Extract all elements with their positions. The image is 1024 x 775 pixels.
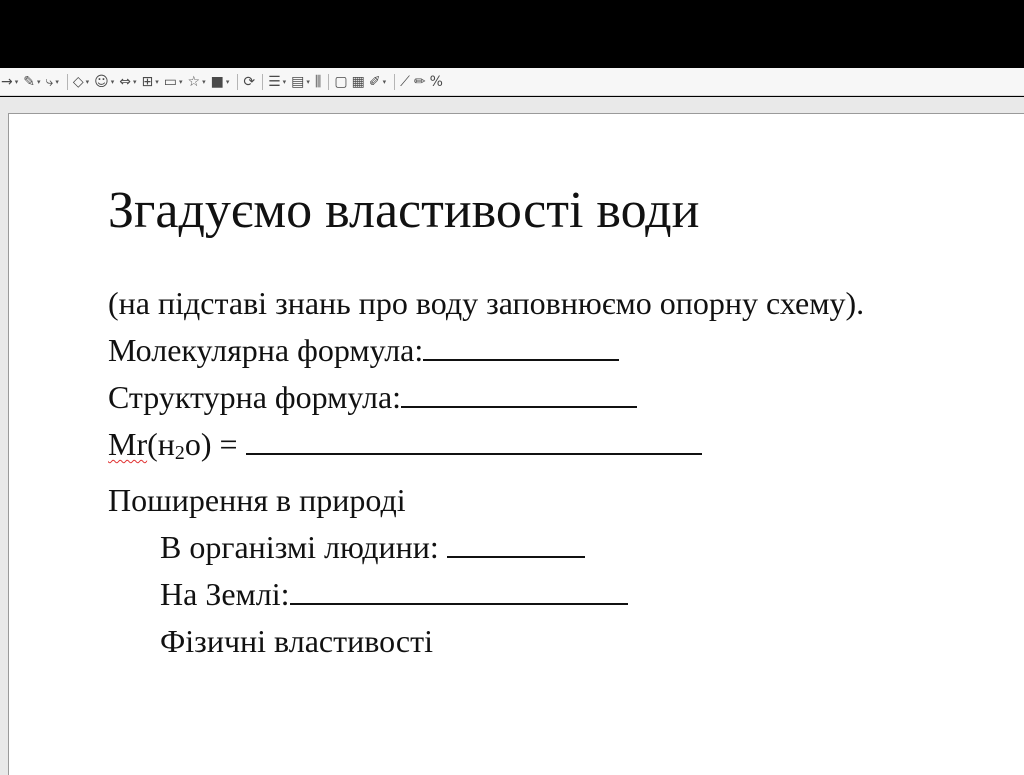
basic-shapes-button[interactable] <box>72 71 91 93</box>
chevron-down-icon[interactable]: ▾ <box>282 77 287 86</box>
chevron-down-icon[interactable]: ▾ <box>179 77 183 86</box>
physical-properties-heading: Фізичні властивості <box>160 622 433 659</box>
curves-button[interactable] <box>22 71 42 93</box>
molecular-formula-blank <box>423 329 619 361</box>
chevron-down-icon[interactable]: ▾ <box>202 77 206 86</box>
on-earth-line <box>108 571 986 618</box>
arrange-icon: ▤ <box>291 73 305 90</box>
shadow-button[interactable] <box>333 71 348 93</box>
slide-text-box[interactable] <box>108 180 986 665</box>
chevron-down-icon[interactable]: ▾ <box>382 77 387 86</box>
chevron-down-icon[interactable]: ▾ <box>133 77 137 86</box>
in-body-label: В організмі людини: <box>160 528 439 565</box>
glue-points-button[interactable] <box>413 71 427 93</box>
on-earth-blank <box>290 573 628 605</box>
toolbar-separator <box>328 74 329 90</box>
on-earth-label: На Землі: <box>160 575 290 612</box>
filter-button[interactable] <box>368 71 388 93</box>
chevron-down-icon[interactable]: ▾ <box>36 77 41 86</box>
toolbar-separator <box>394 74 395 90</box>
in-body-blank <box>447 526 585 558</box>
crop-icon: ▦ <box>351 73 365 90</box>
rotate-button[interactable] <box>242 71 256 93</box>
chevron-down-icon[interactable]: ▾ <box>85 77 90 86</box>
line-ends-icon: → <box>1 73 13 90</box>
toggle-extrusion-button[interactable] <box>429 71 444 93</box>
chevron-down-icon[interactable]: ▾ <box>14 77 19 86</box>
symbol-shapes-icon: ☺ <box>94 73 109 90</box>
stars-icon: ☆ <box>187 73 201 90</box>
chevron-down-icon[interactable]: ▾ <box>155 77 159 86</box>
toolbar-separator <box>237 74 238 90</box>
occurrence-heading: Поширення в природі <box>108 481 406 518</box>
mr-symbol: Mr <box>108 426 148 462</box>
crop-button[interactable] <box>351 71 366 93</box>
mr-subscript: 2 <box>174 441 185 464</box>
relative-mass-blank <box>246 423 702 455</box>
workspace <box>0 97 1024 775</box>
slide-title: Згадуємо властивості води <box>108 182 700 239</box>
drawing-toolbar <box>0 68 1024 96</box>
arrange-button[interactable] <box>290 71 312 93</box>
chevron-down-icon[interactable]: ▾ <box>110 77 115 86</box>
in-body-line <box>108 524 986 571</box>
rotate-icon: ⟳ <box>243 73 256 90</box>
structural-formula-label: Структурна формула: <box>108 379 402 415</box>
toolbar-separator <box>67 74 68 90</box>
connectors-icon: ⤷ <box>45 73 54 90</box>
slide-page[interactable] <box>8 113 1024 775</box>
points-button[interactable] <box>399 71 411 93</box>
stars-button[interactable] <box>187 71 208 93</box>
symbol-shapes-button[interactable] <box>93 71 116 93</box>
shadow-icon: ▢ <box>334 73 348 90</box>
chevron-down-icon[interactable]: ▾ <box>225 77 230 86</box>
filter-icon: ✐ <box>368 73 381 90</box>
points-icon: ⟋ <box>400 73 410 90</box>
toggle-extrusion-icon: % <box>429 73 443 90</box>
basic-shapes-icon: ◇ <box>72 73 84 90</box>
toolbar-separator <box>262 74 263 90</box>
connectors-button[interactable] <box>45 71 61 93</box>
distribute-icon: ⫼ <box>314 73 322 90</box>
molecular-formula-line <box>108 327 986 374</box>
line-ends-button[interactable] <box>0 71 20 93</box>
flowchart-button[interactable] <box>141 71 161 93</box>
distribute-button[interactable] <box>314 71 322 93</box>
structural-formula-line <box>108 374 986 421</box>
molecular-formula-label: Молекулярна формула: <box>108 332 424 368</box>
relative-mass-line <box>108 421 986 477</box>
chevron-down-icon[interactable]: ▾ <box>55 77 59 86</box>
curves-icon: ✎ <box>23 73 35 90</box>
callouts-icon: ▭ <box>163 73 178 90</box>
align-button[interactable] <box>267 71 288 93</box>
mr-paren-open: (н <box>147 426 175 462</box>
3d-objects-button[interactable] <box>210 71 232 93</box>
align-icon: ☰ <box>268 73 281 90</box>
chevron-down-icon[interactable]: ▾ <box>306 77 310 86</box>
block-arrows-button[interactable] <box>118 71 138 93</box>
mr-paren-close: о) = <box>184 426 238 462</box>
glue-points-icon: ✏ <box>413 73 426 90</box>
callouts-button[interactable] <box>163 71 185 93</box>
flowchart-icon: ⊞ <box>141 73 154 90</box>
3d-objects-icon: ■ <box>210 73 224 90</box>
intro-paragraph: (на підставі знань про воду заповнюємо опорну схему). <box>108 285 865 321</box>
block-arrows-icon: ⇔ <box>119 73 132 90</box>
title-bar <box>0 0 1024 68</box>
structural-formula-blank <box>401 376 637 408</box>
